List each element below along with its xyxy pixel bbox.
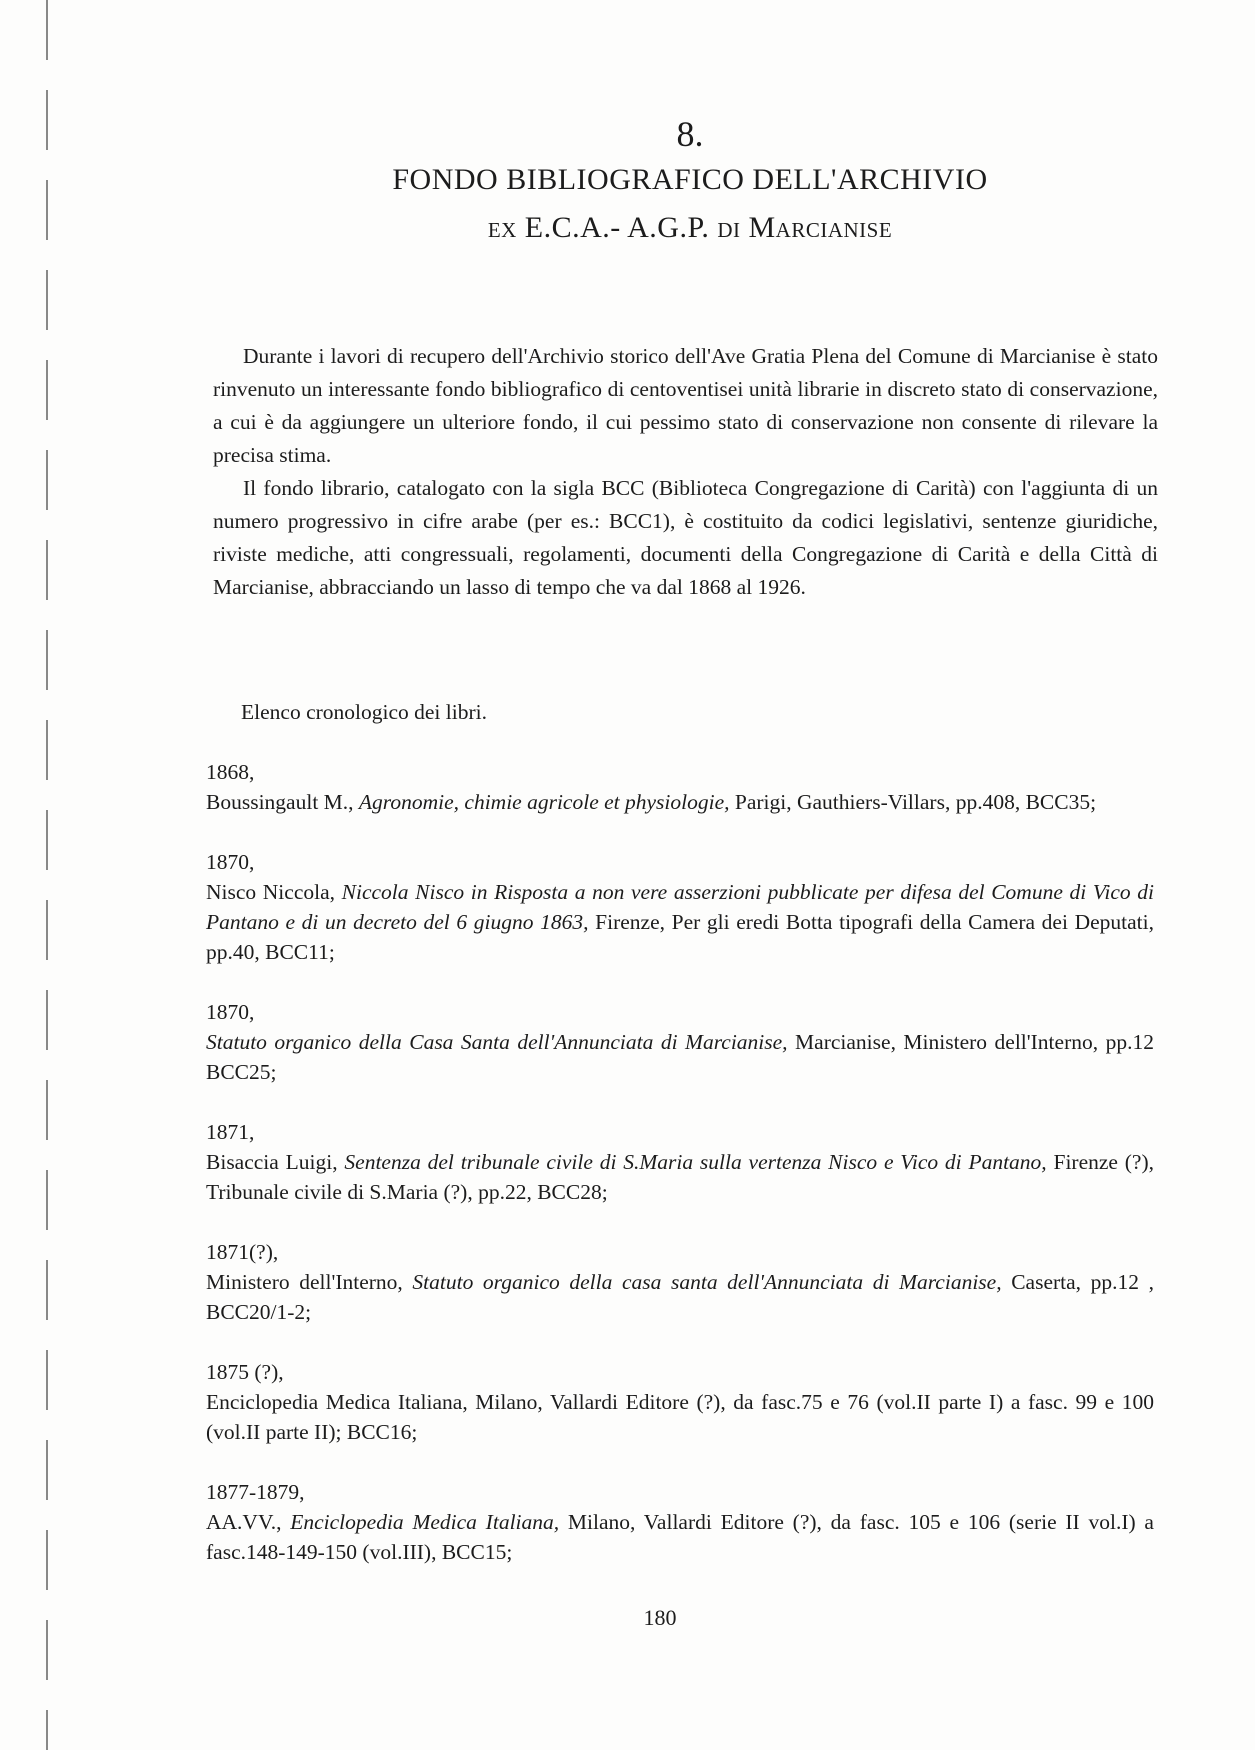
bibliography-entry [206, 997, 1154, 1087]
chapter-title-line-1: FONDO BIBLIOGRAFICO DELL'ARCHIVIO [392, 163, 988, 196]
entry-year: 1871(?), [206, 1240, 279, 1264]
bibliography-entry [206, 1117, 1154, 1207]
entry-author: Bisaccia Luigi, [206, 1150, 345, 1174]
entry-title: Statuto organico della Casa Santa dell'Annunciata di Marcianise, [206, 1030, 788, 1054]
entry-year: 1868, [206, 760, 255, 784]
entry-title: Agronomie, chimie agricole et physiologie, [358, 790, 730, 814]
entry-title: Statuto organico della casa santa dell'Annunciata di Marcianise, [412, 1270, 1002, 1294]
chapter-title-line-2: ex E.C.A.- A.G.P. di Marcianise [487, 211, 893, 244]
entry-author: Nisco Niccola, [206, 880, 342, 904]
bibliography-entry [206, 1357, 1154, 1447]
entry-year: 1877-1879, [206, 1480, 305, 1504]
chapter-heading [340, 112, 1040, 252]
list-title: Elenco cronologico dei libri. [241, 700, 487, 724]
intro-paragraph: Durante i lavori di recupero dell'Archivio storico dell'Ave Gratia Plena del Comune di Marcianise è stato rinvenuto un interessante fondo bibliografico di centoventisei unità librarie in discreto stato di conservazione, a cui è da aggiungere un ulteriore fondo, il cui pessimo stato di conservazione non consente di rilevare la precisa stima. [213, 344, 1158, 467]
entry-year: 1870, [206, 1000, 255, 1024]
binding-edge [46, 0, 48, 1750]
entry-details: Caserta, pp.12 , BCC20/1-2; [206, 1270, 1155, 1324]
bibliography-entry [206, 847, 1154, 967]
entry-details: Marcianise, Ministero dell'Interno, pp.12 BCC25; [206, 1030, 1154, 1084]
intro-text [213, 340, 1158, 604]
entry-year: 1875 (?), [206, 1360, 284, 1384]
entry-details: Milano, Vallardi Editore (?), da fasc. 105 e 106 (serie II vol.I) a fasc.148-149-150 (vol.III), BCC15; [206, 1510, 1154, 1564]
entry-title: Enciclopedia Medica Italiana, [290, 1510, 560, 1534]
bibliography-entry [206, 757, 1154, 817]
entry-title: Sentenza del tribunale civile di S.Maria sulla vertenza Nisco e Vico di Pantano, [344, 1150, 1047, 1174]
entry-author: AA.VV., [206, 1510, 291, 1534]
bibliography-entry [206, 1477, 1154, 1567]
page-number: 180 [643, 1605, 677, 1630]
entry-author: Boussingault M., [206, 790, 359, 814]
entry-title: Niccola Nisco in Risposta a non vere asserzioni pubblicate per difesa del Comune di Vico di Pantano e di un decreto del 6 giugno 1863, [206, 880, 1154, 934]
entry-author: Ministero dell'Interno, [206, 1270, 413, 1294]
entry-author: Enciclopedia Medica Italiana, Milano, Vallardi Editore (?), da fasc.75 e 76 (vol.II parte I) a fasc. 99 e 100 (vol.II parte II); BCC16; [206, 1390, 1154, 1444]
entry-year: 1871, [206, 1120, 255, 1144]
entry-details: Firenze, Per gli eredi Botta tipografi della Camera dei Deputati, pp.40, BCC11; [206, 910, 1154, 964]
intro-paragraph: Il fondo librario, catalogato con la sigla BCC (Biblioteca Congregazione di Carità) con l'aggiunta di un numero progressivo in cifre arabe (per es.: BCC1), è costituito da codici legislativi, sentenze giuridiche, riviste mediche, atti congressuali, regolamenti, documenti della Congregazione di Carità e della Città di Marcianise, abbracciando un lasso di tempo che va dal 1868 al 1926. [213, 476, 1158, 599]
chapter-number: 8. [676, 114, 704, 154]
entry-details: Firenze (?), Tribunale civile di S.Maria (?), pp.22, BCC28; [206, 1150, 1155, 1204]
entry-year: 1870, [206, 850, 255, 874]
entry-details: Parigi, Gauthiers-Villars, pp.408, BCC35; [729, 790, 1097, 814]
bibliography-list [206, 757, 1154, 1597]
bibliography-entry [206, 1237, 1154, 1327]
